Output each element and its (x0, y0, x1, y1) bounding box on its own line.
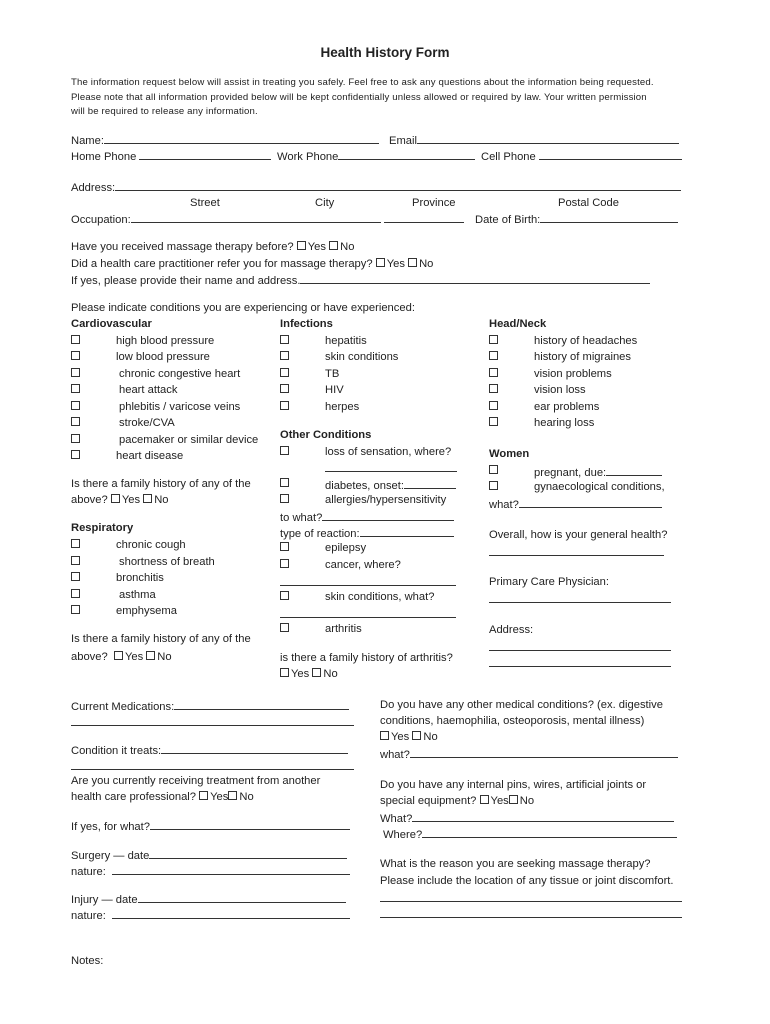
allergies-what-field[interactable] (322, 509, 454, 521)
resp-checkbox[interactable] (71, 539, 80, 548)
referral-row (71, 257, 433, 271)
other-conditions-question-2: conditions, haemophilia, osteoporosis, mental illness) (380, 715, 645, 727)
resp-item (71, 571, 164, 585)
cardiovascular-heading: Cardiovascular (71, 318, 152, 330)
cancer-field-row (280, 574, 456, 590)
resp-item (71, 604, 177, 618)
intro-line-3: will be required to release any information. (71, 106, 258, 117)
other-conditions-row (380, 730, 438, 744)
conditions-intro: Please indicate conditions you are experiencing or have experienced: (71, 302, 415, 314)
notes-label: Notes: (71, 955, 104, 967)
infection-checkbox[interactable] (280, 335, 289, 344)
physician-address-field-1[interactable] (489, 639, 671, 651)
head-checkbox[interactable] (489, 401, 498, 410)
if-yes-field[interactable] (150, 818, 350, 830)
head-label: history of headaches (534, 335, 638, 347)
medications-row-2 (71, 714, 354, 730)
reaction-row (280, 525, 454, 541)
reason-row-1 (380, 890, 682, 906)
resp-label: chronic cough (116, 539, 186, 551)
treatment-yes-checkbox[interactable] (199, 791, 208, 800)
resp-item (71, 588, 156, 602)
treatment-no-checkbox[interactable] (228, 791, 237, 800)
cardio-item (71, 449, 184, 463)
massage-before-question: Have you received massage therapy before? (71, 241, 294, 253)
allergies-checkbox[interactable] (280, 494, 289, 503)
other-conditions-what-row (380, 746, 678, 762)
gyn-what-field[interactable] (519, 496, 662, 508)
gyn-what-label: what? (489, 499, 519, 511)
cardio-checkbox[interactable] (71, 434, 80, 443)
email-label: Email (389, 135, 417, 147)
no-label: No (419, 258, 434, 270)
physician-address-field-2[interactable] (489, 655, 671, 667)
cardio-label: stroke/CVA (119, 417, 175, 429)
pins-no-checkbox[interactable] (509, 795, 518, 804)
head-label: ear problems (534, 401, 600, 413)
gyn-item (489, 480, 665, 494)
occupation-row (71, 211, 464, 227)
cardio-label: phlebitis / varicose veins (119, 401, 241, 413)
arthritis-label: arthritis (325, 623, 362, 635)
loss-sensation-field-row (325, 460, 457, 476)
cardio-item (71, 383, 178, 397)
infection-label: TB (325, 368, 340, 380)
referral-details-field[interactable] (300, 272, 650, 284)
head-checkbox[interactable] (489, 417, 498, 426)
medications-row (71, 698, 349, 714)
infection-checkbox[interactable] (280, 351, 289, 360)
pins-row (380, 794, 534, 808)
resp-label: asthma (119, 589, 156, 601)
general-health-field-row (489, 544, 664, 560)
massage-before-no-checkbox[interactable] (329, 241, 338, 250)
treatment-label: health care professional? (71, 791, 197, 803)
occupation-label: Occupation: (71, 214, 131, 226)
name-field[interactable] (104, 132, 379, 144)
infection-label: hepatitis (325, 335, 367, 347)
head-label: vision problems (534, 368, 612, 380)
cancer-where-field[interactable] (280, 574, 456, 586)
cancer-label: cancer, where? (325, 559, 401, 571)
arthritis-family-row (280, 667, 338, 681)
referral-yes-checkbox[interactable] (376, 258, 385, 267)
head-item (489, 334, 638, 348)
head-label: hearing loss (534, 417, 595, 429)
gyn-what-row (489, 496, 662, 512)
epilepsy-item (280, 541, 367, 555)
other-conditions-yes-checkbox[interactable] (380, 731, 389, 740)
loss-sensation-item (280, 445, 452, 459)
work-phone-field[interactable] (338, 148, 475, 160)
province-label: Province (412, 197, 456, 209)
yes-label: Yes (121, 494, 141, 506)
yes-label: Yes (291, 668, 310, 680)
if-yes-label: If yes, for what? (71, 821, 150, 833)
reason-field-1[interactable] (380, 890, 682, 902)
pins-where-field[interactable] (422, 826, 677, 838)
referral-details-row (71, 272, 650, 288)
referral-no-checkbox[interactable] (408, 258, 417, 267)
pregnant-label: pregnant, due: (534, 467, 607, 479)
infection-label: HIV (325, 384, 344, 396)
head-item (489, 383, 586, 397)
head-label: history of migraines (534, 351, 631, 363)
loss-sensation-checkbox[interactable] (280, 446, 289, 455)
pins-what-label: What? (380, 813, 413, 825)
condition-treats-label: Condition it treats: (71, 745, 162, 757)
other-conditions-no-checkbox[interactable] (412, 731, 421, 740)
diabetes-item (280, 477, 404, 492)
no-label: No (239, 791, 254, 803)
general-health-question: Overall, how is your general health? (489, 529, 668, 541)
no-label: No (157, 651, 172, 663)
cell-phone-field[interactable] (539, 148, 682, 160)
cardio-item (71, 400, 241, 414)
address-row (71, 179, 681, 195)
cardio-checkbox[interactable] (71, 335, 80, 344)
street-label: Street (190, 197, 220, 209)
infection-item (280, 383, 344, 397)
epilepsy-label: epilepsy (325, 542, 367, 554)
pins-yes-checkbox[interactable] (480, 795, 489, 804)
head-checkbox[interactable] (489, 368, 498, 377)
other-conditions-question: Do you have any other medical conditions? (ex. digestive (380, 699, 663, 711)
allergies-what-row (280, 509, 454, 525)
respiratory-heading: Respiratory (71, 522, 134, 534)
infection-item (280, 334, 367, 348)
pregnant-row (534, 464, 662, 480)
cardio-label: chronic congestive heart (119, 368, 241, 380)
cardio-item (71, 350, 210, 364)
medications-field-2[interactable] (71, 714, 354, 726)
skin-conditions-checkbox[interactable] (280, 591, 289, 600)
dob-row (475, 211, 678, 227)
cardio-label: pacemaker or similar device (119, 434, 259, 446)
no-label: No (323, 668, 338, 680)
city-label: City (315, 197, 335, 209)
intro-line-1: The information request below will assist in treating you safely. Feel free to ask any questions about the information being requested. (71, 77, 654, 88)
surgery-date-field[interactable] (149, 847, 347, 859)
email-field[interactable] (417, 132, 679, 144)
reason-question: What is the reason you are seeking massage therapy? (380, 858, 651, 870)
home-phone-row (71, 148, 271, 164)
resp-checkbox[interactable] (71, 589, 80, 598)
infection-item (280, 400, 360, 414)
cardio-label: low blood pressure (116, 351, 210, 363)
referral-question: Did a health care practitioner refer you for massage therapy? (71, 258, 373, 270)
resp-checkbox[interactable] (71, 556, 80, 565)
yes-label: Yes (210, 791, 229, 803)
reason-field-2[interactable] (380, 906, 682, 918)
cell-phone-row (481, 148, 682, 164)
resp-label: emphysema (116, 605, 177, 617)
arthritis-family-question: is there a family history of arthritis? (280, 652, 453, 664)
yes-label: Yes (391, 731, 410, 743)
cardio-label: heart disease (116, 450, 184, 462)
other-conditions-heading: Other Conditions (280, 429, 372, 441)
cardio-family-label: above? (71, 494, 108, 506)
to-what-label: to what? (280, 512, 323, 524)
skin-field-row (280, 606, 456, 622)
gyn-checkbox[interactable] (489, 481, 498, 490)
loss-sensation-field[interactable] (325, 460, 457, 472)
work-phone-row (277, 148, 475, 164)
other-conditions-what-field[interactable] (410, 746, 678, 758)
cell-phone-label: Cell Phone (481, 151, 536, 163)
pins-what-field[interactable] (412, 810, 674, 822)
cardio-checkbox[interactable] (71, 401, 80, 410)
pregnant-checkbox[interactable] (489, 465, 498, 474)
reaction-label: type of reaction: (280, 528, 360, 540)
injury-date-field[interactable] (138, 891, 346, 903)
cardio-checkbox[interactable] (71, 384, 80, 393)
yes-label: Yes (124, 651, 144, 663)
medications-label: Current Medications: (71, 701, 175, 713)
physician-field[interactable] (489, 591, 671, 603)
loss-sensation-label: loss of sensation, where? (325, 446, 452, 458)
head-checkbox[interactable] (489, 351, 498, 360)
cancer-checkbox[interactable] (280, 559, 289, 568)
resp-family-label: above? (71, 651, 108, 663)
pins-label: special equipment? (380, 795, 477, 807)
cardio-family-no-checkbox[interactable] (143, 494, 152, 503)
surgery-nature-row (71, 863, 350, 879)
reaction-field[interactable] (360, 525, 454, 537)
name-row (71, 132, 379, 148)
injury-label: Injury — date (71, 894, 138, 906)
dob-label: Date of Birth: (475, 214, 541, 226)
resp-checkbox[interactable] (71, 605, 80, 614)
infection-item (280, 350, 399, 364)
women-heading: Women (489, 448, 530, 460)
cardio-item (71, 367, 241, 381)
injury-row (71, 891, 346, 907)
name-label: Name: (71, 135, 104, 147)
injury-nature-field[interactable] (112, 907, 350, 919)
if-yes-row (71, 818, 350, 834)
resp-item (71, 538, 186, 552)
yes-label: Yes (307, 241, 326, 253)
form-title: Health History Form (320, 45, 450, 60)
email-row (389, 132, 679, 148)
condition-treats-field-2[interactable] (71, 758, 354, 770)
condition-treats-field[interactable] (161, 742, 348, 754)
diabetes-checkbox[interactable] (280, 478, 289, 487)
occupation-extra-field[interactable] (384, 211, 464, 223)
infection-item (280, 367, 340, 381)
no-label: No (519, 795, 535, 807)
cardio-label: high blood pressure (116, 335, 215, 347)
infection-label: skin conditions (325, 351, 399, 363)
arthritis-family-yes-checkbox[interactable] (280, 668, 289, 677)
diabetes-onset-field[interactable] (404, 477, 456, 489)
head-label: vision loss (534, 384, 586, 396)
infections-heading: Infections (280, 318, 333, 330)
treatment-row (71, 790, 254, 804)
cardio-family-yes-checkbox[interactable] (111, 494, 120, 503)
infection-label: herpes (325, 401, 360, 413)
surgery-label: Surgery — date (71, 850, 150, 862)
no-label: No (340, 241, 355, 253)
cardio-family-row (71, 493, 169, 507)
injury-nature-row (71, 907, 350, 923)
cancer-item (280, 558, 401, 572)
arthritis-family-no-checkbox[interactable] (312, 668, 321, 677)
cardio-checkbox[interactable] (71, 417, 80, 426)
general-health-field[interactable] (489, 544, 664, 556)
resp-item (71, 555, 215, 569)
what-label: what? (380, 749, 410, 761)
pins-what-row (380, 810, 674, 826)
address-field[interactable] (115, 179, 681, 191)
massage-before-yes-checkbox[interactable] (297, 241, 306, 250)
resp-checkbox[interactable] (71, 572, 80, 581)
address-label: Address: (71, 182, 116, 194)
skin-conditions-item (280, 590, 435, 604)
physician-address-row-2 (489, 655, 671, 671)
cardio-item (71, 416, 175, 430)
dob-field[interactable] (540, 211, 678, 223)
diabetes-label: diabetes, onset: (325, 480, 404, 492)
condition-treats-row-2 (71, 758, 354, 774)
work-phone-label: Work Phone (277, 151, 339, 163)
head-item (489, 416, 595, 430)
infection-checkbox[interactable] (280, 368, 289, 377)
infection-checkbox[interactable] (280, 401, 289, 410)
physician-field-row (489, 591, 671, 607)
home-phone-field[interactable] (139, 148, 271, 160)
head-item (489, 367, 612, 381)
head-checkbox[interactable] (489, 335, 498, 344)
infection-checkbox[interactable] (280, 384, 289, 393)
resp-family-row (71, 650, 172, 664)
yes-label: Yes (490, 795, 509, 807)
gyn-label: gynaecological conditions, (534, 481, 665, 493)
cardio-item (71, 334, 215, 348)
skin-conditions-field[interactable] (280, 606, 456, 618)
physician-address-row-1 (489, 639, 671, 655)
cardio-label: heart attack (119, 384, 178, 396)
occupation-field[interactable] (131, 211, 381, 223)
yes-label: Yes (386, 258, 405, 270)
diabetes-row (325, 477, 456, 493)
arthritis-item (280, 622, 362, 636)
allergies-item (280, 493, 447, 507)
arthritis-checkbox[interactable] (280, 623, 289, 632)
pins-question: Do you have any internal pins, wires, artificial joints or (380, 779, 647, 791)
head-item (489, 400, 600, 414)
intro-line-2: Please note that all information provided below will be kept confidentially unless allowed or required by law. Your written permission (71, 92, 647, 103)
postal-code-label: Postal Code (558, 197, 619, 209)
cardio-checkbox[interactable] (71, 351, 80, 360)
treatment-question: Are you currently receiving treatment from another (71, 775, 321, 787)
surgery-row (71, 847, 347, 863)
resp-label: shortness of breath (119, 556, 215, 568)
epilepsy-checkbox[interactable] (280, 542, 289, 551)
home-phone-label: Home Phone (71, 151, 137, 163)
massage-before-row (71, 240, 354, 254)
medications-field[interactable] (174, 698, 349, 710)
resp-family-yes-checkbox[interactable] (114, 651, 123, 660)
cardio-checkbox[interactable] (71, 368, 80, 377)
cardio-checkbox[interactable] (71, 450, 80, 459)
condition-treats-row (71, 742, 348, 758)
resp-family-question: Is there a family history of any of the (71, 633, 251, 645)
pregnant-item (489, 464, 607, 479)
no-label: No (154, 494, 169, 506)
surgery-nature-field[interactable] (112, 863, 350, 875)
pins-where-row (383, 826, 677, 842)
nature-label: nature: (71, 866, 106, 878)
cardio-family-question: Is there a family history of any of the (71, 478, 251, 490)
head-neck-heading: Head/Neck (489, 318, 547, 330)
physician-label: Primary Care Physician: (489, 576, 609, 588)
resp-family-no-checkbox[interactable] (146, 651, 155, 660)
pregnant-due-field[interactable] (606, 464, 662, 476)
head-item (489, 350, 631, 364)
resp-label: bronchitis (116, 572, 164, 584)
nature-label: nature: (71, 910, 106, 922)
cardio-item (71, 433, 259, 447)
skin-conditions-label: skin conditions, what? (325, 591, 435, 603)
head-checkbox[interactable] (489, 384, 498, 393)
reason-row-2 (380, 906, 682, 922)
reason-question-2: Please include the location of any tissue or joint discomfort. (380, 875, 674, 887)
pins-where-label: Where? (383, 829, 423, 841)
no-label: No (423, 731, 438, 743)
referral-details-label: If yes, please provide their name and address. (71, 275, 301, 287)
physician-address-label: Address: (489, 624, 534, 636)
allergies-label: allergies/hypersensitivity (325, 494, 447, 506)
